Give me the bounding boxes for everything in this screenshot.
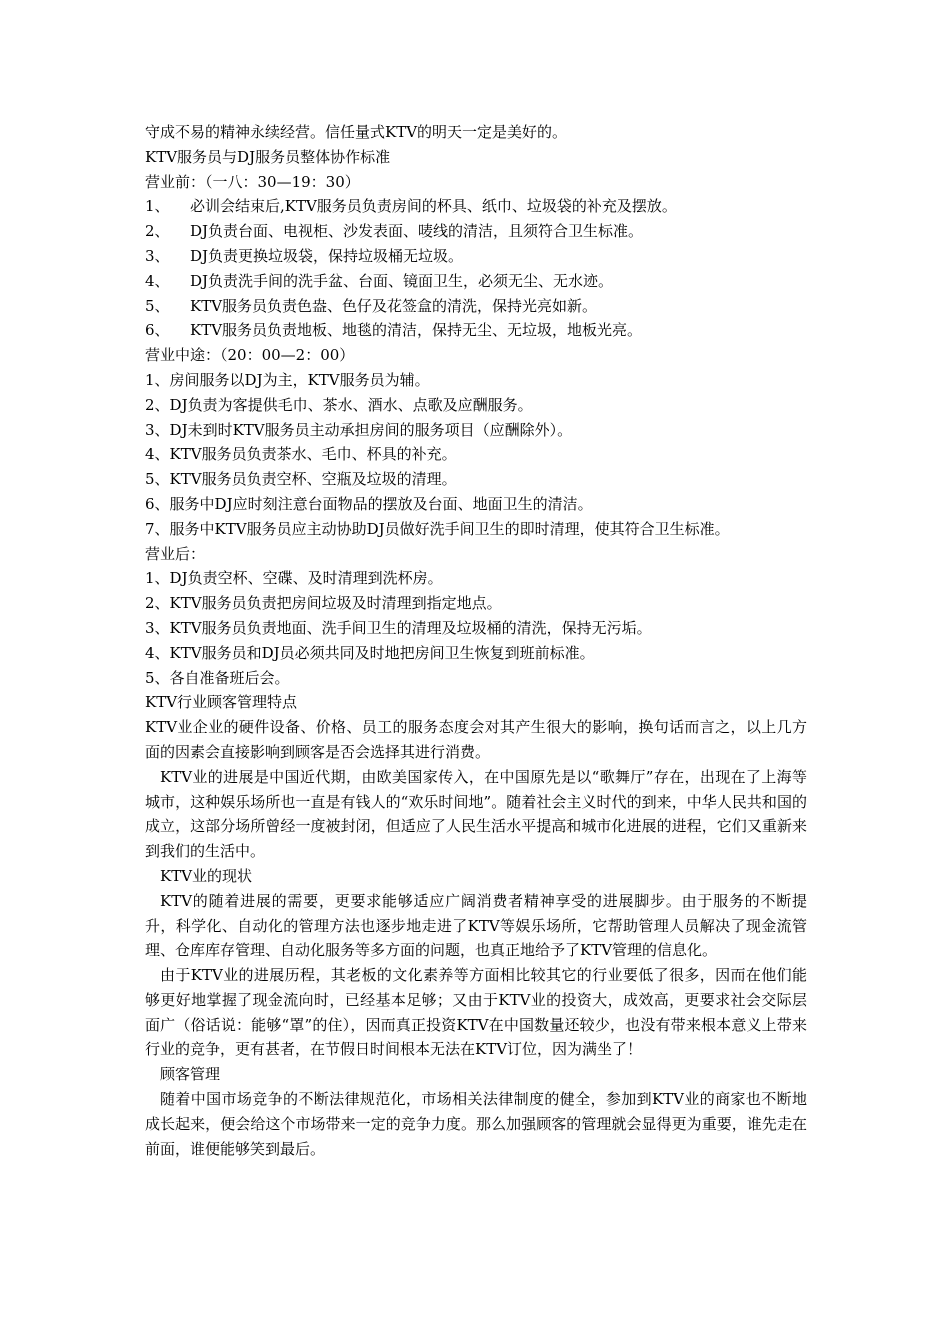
item-number: 1、 — [145, 197, 170, 216]
list-item: 2、DJ负责为客提供毛巾、茶水、酒水、点歌及应酬服务。 — [145, 395, 533, 414]
mgmt-title: KTV行业顾客管理特点 — [145, 693, 298, 712]
intro-line: 守成不易的精神永续经营。信任量式KTV的明天一定是美好的。 — [145, 123, 568, 141]
item-number: 6、 — [145, 321, 170, 340]
list-item — [145, 269, 807, 294]
status-paragraph-2: 由于KTV业的进展历程，其老板的文化素养等方面相比较其它的行业要低了很多，因而在他们能够更好地掌握了现金流向时，已经基本足够；又由于KTV业的投资大，成效高，更要求社会交际层面广（俗话说：能够“罩”的住），因而真正投资KTV在中国数量还较少，也没有带来根本意义上带来行业的竞争，更有甚者，在节假日时间根本无法在KTV订位，因为满坐了！ — [145, 966, 807, 1059]
list-item: 5、各自准备班后会。 — [145, 668, 290, 687]
item-text: KTV服务员负责色盎、色仔及花签盒的清洗，保持光亮如新。 — [190, 296, 598, 315]
document-body — [145, 120, 807, 1161]
status-heading: KTV业的现状 — [160, 866, 253, 885]
during-heading: 营业中途：（20：00—2：00） — [145, 346, 355, 365]
list-item: 6、服务中DJ应时刻注意台面物品的摆放及台面、地面卫生的清洁。 — [145, 494, 593, 513]
list-item: 3、KTV服务员负责地面、洗手间卫生的清理及垃圾桶的清洗，保持无污垢。 — [145, 618, 652, 637]
item-text: DJ负责台面、电视柜、沙发表面、唛线的清洁，且须符合卫生标准。 — [190, 222, 644, 241]
item-text: KTV服务员负责地板、地毯的清洁，保持无尘、无垃圾，地板光亮。 — [190, 321, 643, 340]
list-item — [145, 244, 807, 269]
list-item: 1、房间服务以DJ为主，KTV服务员为辅。 — [145, 370, 430, 389]
item-text: 必训会结束后,KTV服务员负责房间的杯具、纸巾、垃圾袋的补充及摆放。 — [190, 197, 677, 216]
list-item: 7、服务中KTV服务员应主动协助DJ员做好洗手间卫生的即时清理，使其符合卫生标准。 — [145, 519, 730, 538]
item-text: DJ负责更换垃圾袋，保持垃圾桶无垃圾。 — [190, 246, 464, 265]
before-heading: 营业前：（一八：30—19：30） — [145, 172, 360, 191]
list-item: 4、KTV服务员和DJ员必须共同及时地把房间卫生恢复到班前标准。 — [145, 643, 595, 662]
customer-heading: 顾客管理 — [160, 1065, 221, 1084]
list-item: 2、KTV服务员负责把房间垃圾及时清理到指定地点。 — [145, 594, 502, 613]
after-heading: 营业后： — [145, 544, 206, 563]
list-item — [145, 219, 807, 244]
list-item — [145, 194, 807, 219]
list-item — [145, 294, 807, 319]
coop-title: KTV服务员与DJ服务员整体协作标准 — [145, 147, 391, 166]
mgmt-paragraph-2: KTV业的进展是中国近代期，由欧美国家传入，在中国原先是以“歌舞厅”存在，出现在了上海等城市，这种娱乐场所也一直是有钱人的“欢乐时间地”。随着社会主义时代的到来，中华人民共和国的成立，这部分场所曾经一度被封闭，但适应了人民生活水平提高和城市化进展的进程，它们又重新来到我们的生活中。 — [145, 767, 807, 861]
list-item — [145, 318, 807, 343]
status-paragraph-1: KTV的随着进展的需要，更要求能够适应广阔消费者精神享受的进展脚步。由于服务的不断提升，科学化、自动化的管理方法也逐步地走进了KTV等娱乐场所，它帮助管理人员解决了现金流管理、仓库库存管理、自动化服务等多方面的问题，也真正地给予了KTV管理的信息化。 — [145, 891, 807, 960]
item-number: 4、 — [145, 271, 170, 290]
customer-paragraph: 随着中国市场竞争的不断法律规范化，市场相关法律制度的健全，参加到KTV业的商家也不断地成长起来，便会给这个市场带来一定的竞争力度。那么加强顾客的管理就会显得更为重要，谁先走在前面，谁便能够笑到最后。 — [145, 1090, 807, 1158]
item-number: 2、 — [145, 222, 170, 241]
list-item: 5、KTV服务员负责空杯、空瓶及垃圾的清理。 — [145, 470, 457, 489]
list-item: 3、DJ未到时KTV服务员主动承担房间的服务项目（应酬除外）。 — [145, 420, 573, 439]
item-number: 5、 — [145, 296, 170, 315]
list-item: 4、KTV服务员负责茶水、毛巾、杯具的补充。 — [145, 445, 457, 464]
item-number: 3、 — [145, 246, 170, 265]
list-item: 1、DJ负责空杯、空碟、及时清理到洗杯房。 — [145, 569, 443, 588]
item-text: DJ负责洗手间的洗手盆、台面、镜面卫生，必须无尘、无水迹。 — [190, 271, 614, 290]
mgmt-paragraph-1: KTV业企业的硬件设备、价格、员工的服务态度会对其产生很大的影响，换句话而言之，以上几方面的因素会直接影响到顾客是否会选择其进行消费。 — [145, 718, 807, 761]
